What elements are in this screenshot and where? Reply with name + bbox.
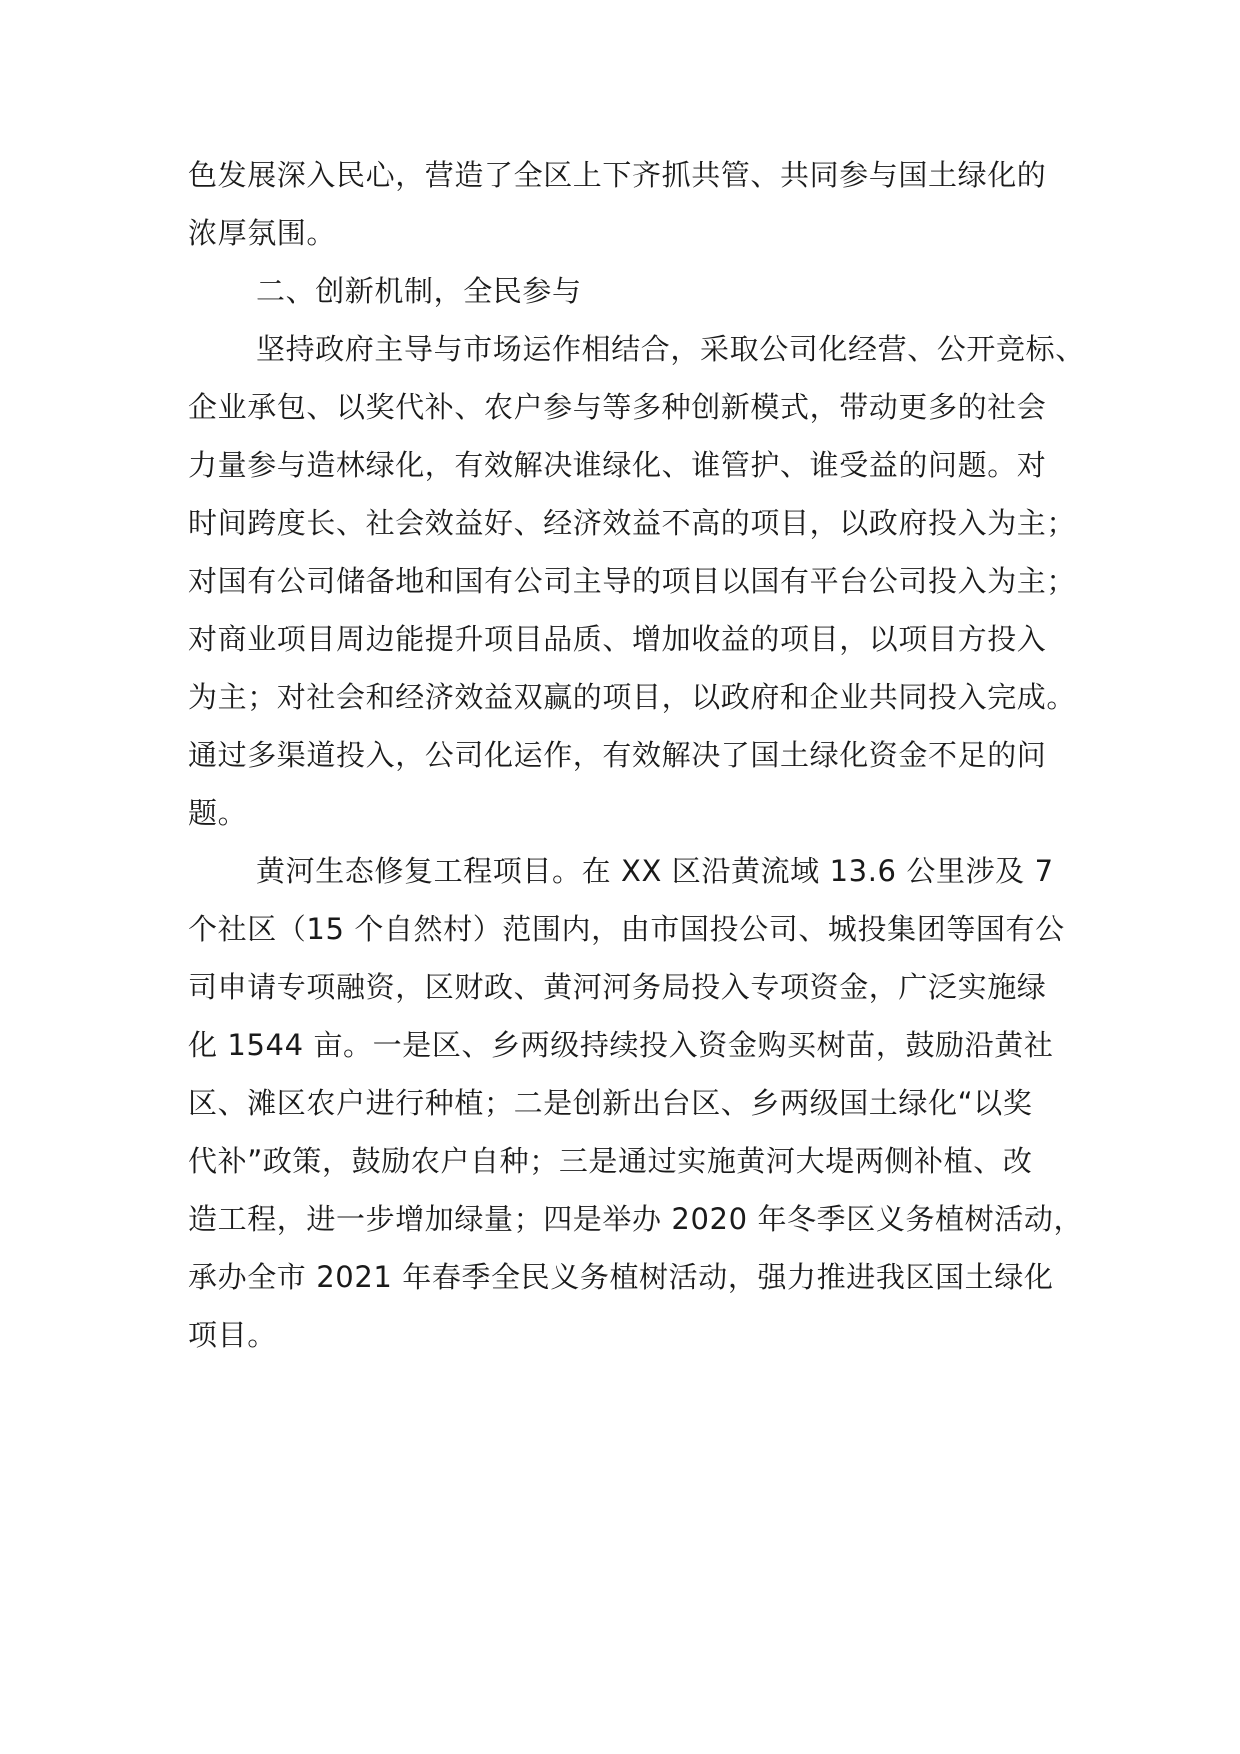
text-line: 题。 [188, 796, 248, 830]
text-line: 项目。 [188, 1318, 277, 1352]
text-line: 浓厚氛围。 [188, 216, 337, 250]
text-line: 企业承包、以奖代补、农户参与等多种创新模式，带动更多的社会 [188, 390, 1047, 424]
text-line: 司申请专项融资，区财政、黄河河务局投入专项资金，广泛实施绿 [188, 970, 1047, 1004]
text-line: 个社区（15 个自然村）范围内，由市国投公司、城投集团等国有公 [188, 912, 1065, 946]
text-line: 通过多渠道投入，公司化运作，有效解决了国土绿化资金不足的问 [188, 738, 1047, 772]
text-line: 坚持政府主导与市场运作相结合，采取公司化经营、公开竞标、 [256, 332, 1085, 366]
text-line: 区、滩区农户进行种植；二是创新出台区、乡两级国土绿化“以奖 [188, 1086, 1033, 1120]
text-line: 代补”政策，鼓励农户自种；三是通过实施黄河大堤两侧补植、改 [188, 1144, 1033, 1178]
text-line: 对国有公司储备地和国有公司主导的项目以国有平台公司投入为主； [188, 564, 1077, 598]
text-line: 造工程，进一步增加绿量；四是举办 2020 年冬季区义务植树活动， [188, 1202, 1084, 1236]
text-line: 色发展深入民心，营造了全区上下齐抓共管、共同参与国土绿化的 [188, 158, 1047, 192]
text-line: 化 1544 亩。一是区、乡两级持续投入资金购买树苗，鼓励沿黄社 [188, 1028, 1054, 1062]
text-line: 承办全市 2021 年春季全民义务植树活动，强力推进我区国土绿化 [188, 1260, 1054, 1294]
text-line: 黄河生态修复工程项目。在 XX 区沿黄流域 13.6 公里涉及 7 [256, 854, 1054, 888]
text-line: 时间跨度长、社会效益好、经济效益不高的项目，以政府投入为主； [188, 506, 1077, 540]
text-line: 对商业项目周边能提升项目品质、增加收益的项目，以项目方投入 [188, 622, 1047, 656]
text-line: 为主；对社会和经济效益双赢的项目，以政府和企业共同投入完成。 [188, 680, 1077, 714]
section-heading: 二、创新机制，全民参与 [256, 274, 582, 308]
text-line: 力量参与造林绿化，有效解决谁绿化、谁管护、谁受益的问题。对 [188, 448, 1047, 482]
